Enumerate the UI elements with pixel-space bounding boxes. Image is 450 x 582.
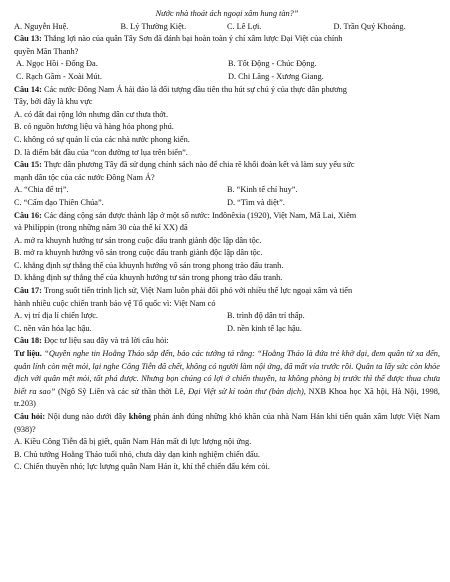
q14-text-2: Tây, bởi đây là khu vực: [14, 97, 93, 107]
q14-option-d[interactable]: D. là điểm bắt đầu của “con đường tơ lụa trên biển”.: [14, 147, 188, 157]
q13-stem: [14, 33, 440, 46]
q13-options-row-2: [14, 71, 440, 84]
q13-number: Câu 13:: [14, 34, 42, 44]
q17-text-1: Trong suốt tiến trình lịch sử, Việt Nam luôn phải đối phó với nhiều thế lực ngoại xâm và tiến: [41, 286, 353, 296]
q15-number: Câu 15:: [14, 160, 42, 170]
q16-option-c[interactable]: C. khẳng định sự thắng thế của khuynh hướng vô sản trong phong trào đấu tranh.: [14, 260, 284, 270]
q18-source-quote: “Quyền nghe tin Hoằng Tháo sắp đến, bảo các tướng tá rằng: “Hoằng Tháo là đứa trẻ khờ dại, đem quân từ xa đến, quân lính còn mệt mỏi, lại nghe Công Tiễn đã chết, không có người làm nội ứng, đã mất vía trước rồi. Quân ta lấy sức còn khỏe địch với quân mệt mỏi, tất phá được. Nhưng bọn chúng có lợi ở chiến thuyền, ta không phòng bị trước thì thế được thua chưa biết ra sao”: [14, 349, 440, 396]
q18-source-label: Tư liệu.: [14, 349, 42, 359]
q17-options-row-2: [14, 323, 440, 336]
q-last-option-b[interactable]: B. Chủ tướng Hoằng Tháo tuổi nhỏ, chưa dày dạn kinh nghiệm chiến đấu.: [14, 449, 260, 459]
q-last-option-a[interactable]: A. Kiều Công Tiễn đã bị giết, quân Nam Hán mất đi lực lượng nội ứng.: [14, 437, 252, 447]
q13-text-2: quyền Mãn Thanh?: [14, 46, 79, 56]
q17-number: Câu 17:: [14, 286, 42, 296]
q12-option-a[interactable]: A. Nguyễn Huệ.: [14, 21, 69, 31]
q18-source-ref-a: (Ngô Sỹ Liên và các sử thần thời Lê,: [55, 386, 189, 396]
q-last-text-bold: không: [128, 412, 151, 421]
q15-text-1: Thực dân phương Tây đã sử dụng chính sách nào để chia rẽ khối đoàn kết và làm suy yếu sức: [41, 160, 355, 170]
q15-stem: [14, 159, 440, 172]
q16-number: Câu 16:: [14, 210, 42, 220]
q15-options-row-1: [14, 184, 440, 197]
q14-option-a[interactable]: A. có đất đai rộng lớn nhưng dân cư thưa thớt.: [14, 109, 169, 119]
q15-options-row-2: [14, 197, 440, 210]
q17-stem: [14, 285, 440, 298]
q13-option-d[interactable]: D. Chi Lăng - Xương Giang.: [228, 71, 324, 81]
q15-option-c[interactable]: C. “Cấm đạo Thiên Chúa”.: [14, 197, 104, 207]
q15-option-d[interactable]: D. “Tìm và diệt”.: [227, 197, 285, 207]
q17-options-row-1: [14, 310, 440, 323]
q16-option-b[interactable]: B. mở ra khuynh hướng vô sản trong cuộc đấu tranh giành độc lập dân tộc.: [14, 248, 263, 258]
q16-text-2: và Philíppin (trong những năm 30 của thế kỉ XX) đã: [14, 223, 188, 233]
q13-option-b[interactable]: B. Tốt Động - Chúc Động.: [228, 59, 317, 69]
q16-option-d[interactable]: D. khẳng định sự thắng thế của khuynh hướng tư sản trong phong trào đấu tranh.: [14, 273, 283, 283]
q14-option-b[interactable]: B. có nguồn hương liệu và hàng hóa phong phú.: [14, 122, 174, 132]
q14-stem: [14, 84, 440, 97]
q14-number: Câu 14:: [14, 84, 42, 94]
q12-option-c[interactable]: C. Lê Lợi.: [227, 21, 262, 31]
q17-option-a[interactable]: A. vị trí địa lí chiến lược.: [14, 311, 98, 321]
q14-option-c[interactable]: C. không có sự quản lí của các nhà nước phong kiến.: [14, 134, 190, 144]
q12-options: [14, 21, 440, 34]
q17-option-c[interactable]: C. nền văn hóa lạc hậu.: [14, 323, 92, 333]
q-last-text-b: phản ánh đúng những khó khăn của nhà Nam Hán khi tiến quân xâm lược Việt Nam (938)?: [14, 412, 440, 434]
q14-text-1: Các nước Đông Nam Á hải đảo là đối tượng đầu tiên thu hút sự chú ý của thực dân phương: [41, 84, 347, 94]
q-last-stem: [14, 411, 440, 436]
q18-source-passage: [14, 348, 440, 411]
q-last-option-c[interactable]: C. Chiến thuyền nhỏ; lực lượng quân Nam Hán ít, khí thế chiến đấu kém cỏi.: [14, 462, 270, 472]
q17-option-b[interactable]: B. trình độ dân trí thấp.: [227, 311, 305, 321]
q15-text-2: mạnh dân tộc của các nước Đông Nam Á?: [14, 172, 155, 182]
q18-source-ref-title: Đại Việt sử kí toàn thư (bản dịch): [188, 386, 304, 396]
q15-option-b[interactable]: B. “Kinh tế chỉ huy”.: [227, 185, 298, 195]
q13-option-c[interactable]: C. Rạch Gầm - Xoài Mút.: [16, 71, 102, 81]
q15-option-a[interactable]: A. “Chia để trị”.: [14, 185, 69, 195]
q13-text-1: Thắng lợi nào của quân Tây Sơn đã đánh bại hoàn toàn ý chí xâm lược Đại Việt của chính: [41, 34, 343, 44]
q16-option-a[interactable]: A. mở ra khuynh hướng tư sản trong cuộc đấu tranh giành độc lập dân tộc.: [14, 235, 262, 245]
q13-option-a[interactable]: A. Ngọc Hồi - Đống Đa.: [16, 59, 98, 69]
q13-options-row-1: [14, 58, 440, 71]
q18-stem: [14, 335, 440, 348]
q18-source-ref-b: , NXB Khoa học Xã hội, Hà Nội, 1998, tr.203): [14, 386, 441, 409]
top-quote: Nước nhà thoát ách ngoại xâm hung tàn?”: [155, 9, 299, 18]
q12-option-b[interactable]: B. Lý Thường Kiệt.: [120, 21, 187, 31]
q18-number: Câu 18:: [14, 336, 42, 346]
q16-stem: [14, 210, 440, 223]
q18-text: Đọc tư liệu sau đây và trả lời câu hỏi:: [41, 336, 169, 346]
q17-option-d[interactable]: D. nền kinh tế lạc hậu.: [227, 323, 302, 333]
q12-option-d[interactable]: D. Trần Quý Khoáng.: [333, 21, 406, 31]
q17-text-2: hành nhiều cuộc chiến tranh bảo vệ Tổ quốc vì: Việt Nam có: [14, 298, 216, 308]
q-last-text-a: Nội dung nào dưới đây: [45, 412, 129, 421]
q-last-number: Câu hỏi:: [14, 412, 46, 421]
q16-text-1: Các đảng cộng sản được thành lập ở một số nước: Inđônêxia (1920), Việt Nam, Mã Lai, Xiêm: [41, 210, 357, 220]
